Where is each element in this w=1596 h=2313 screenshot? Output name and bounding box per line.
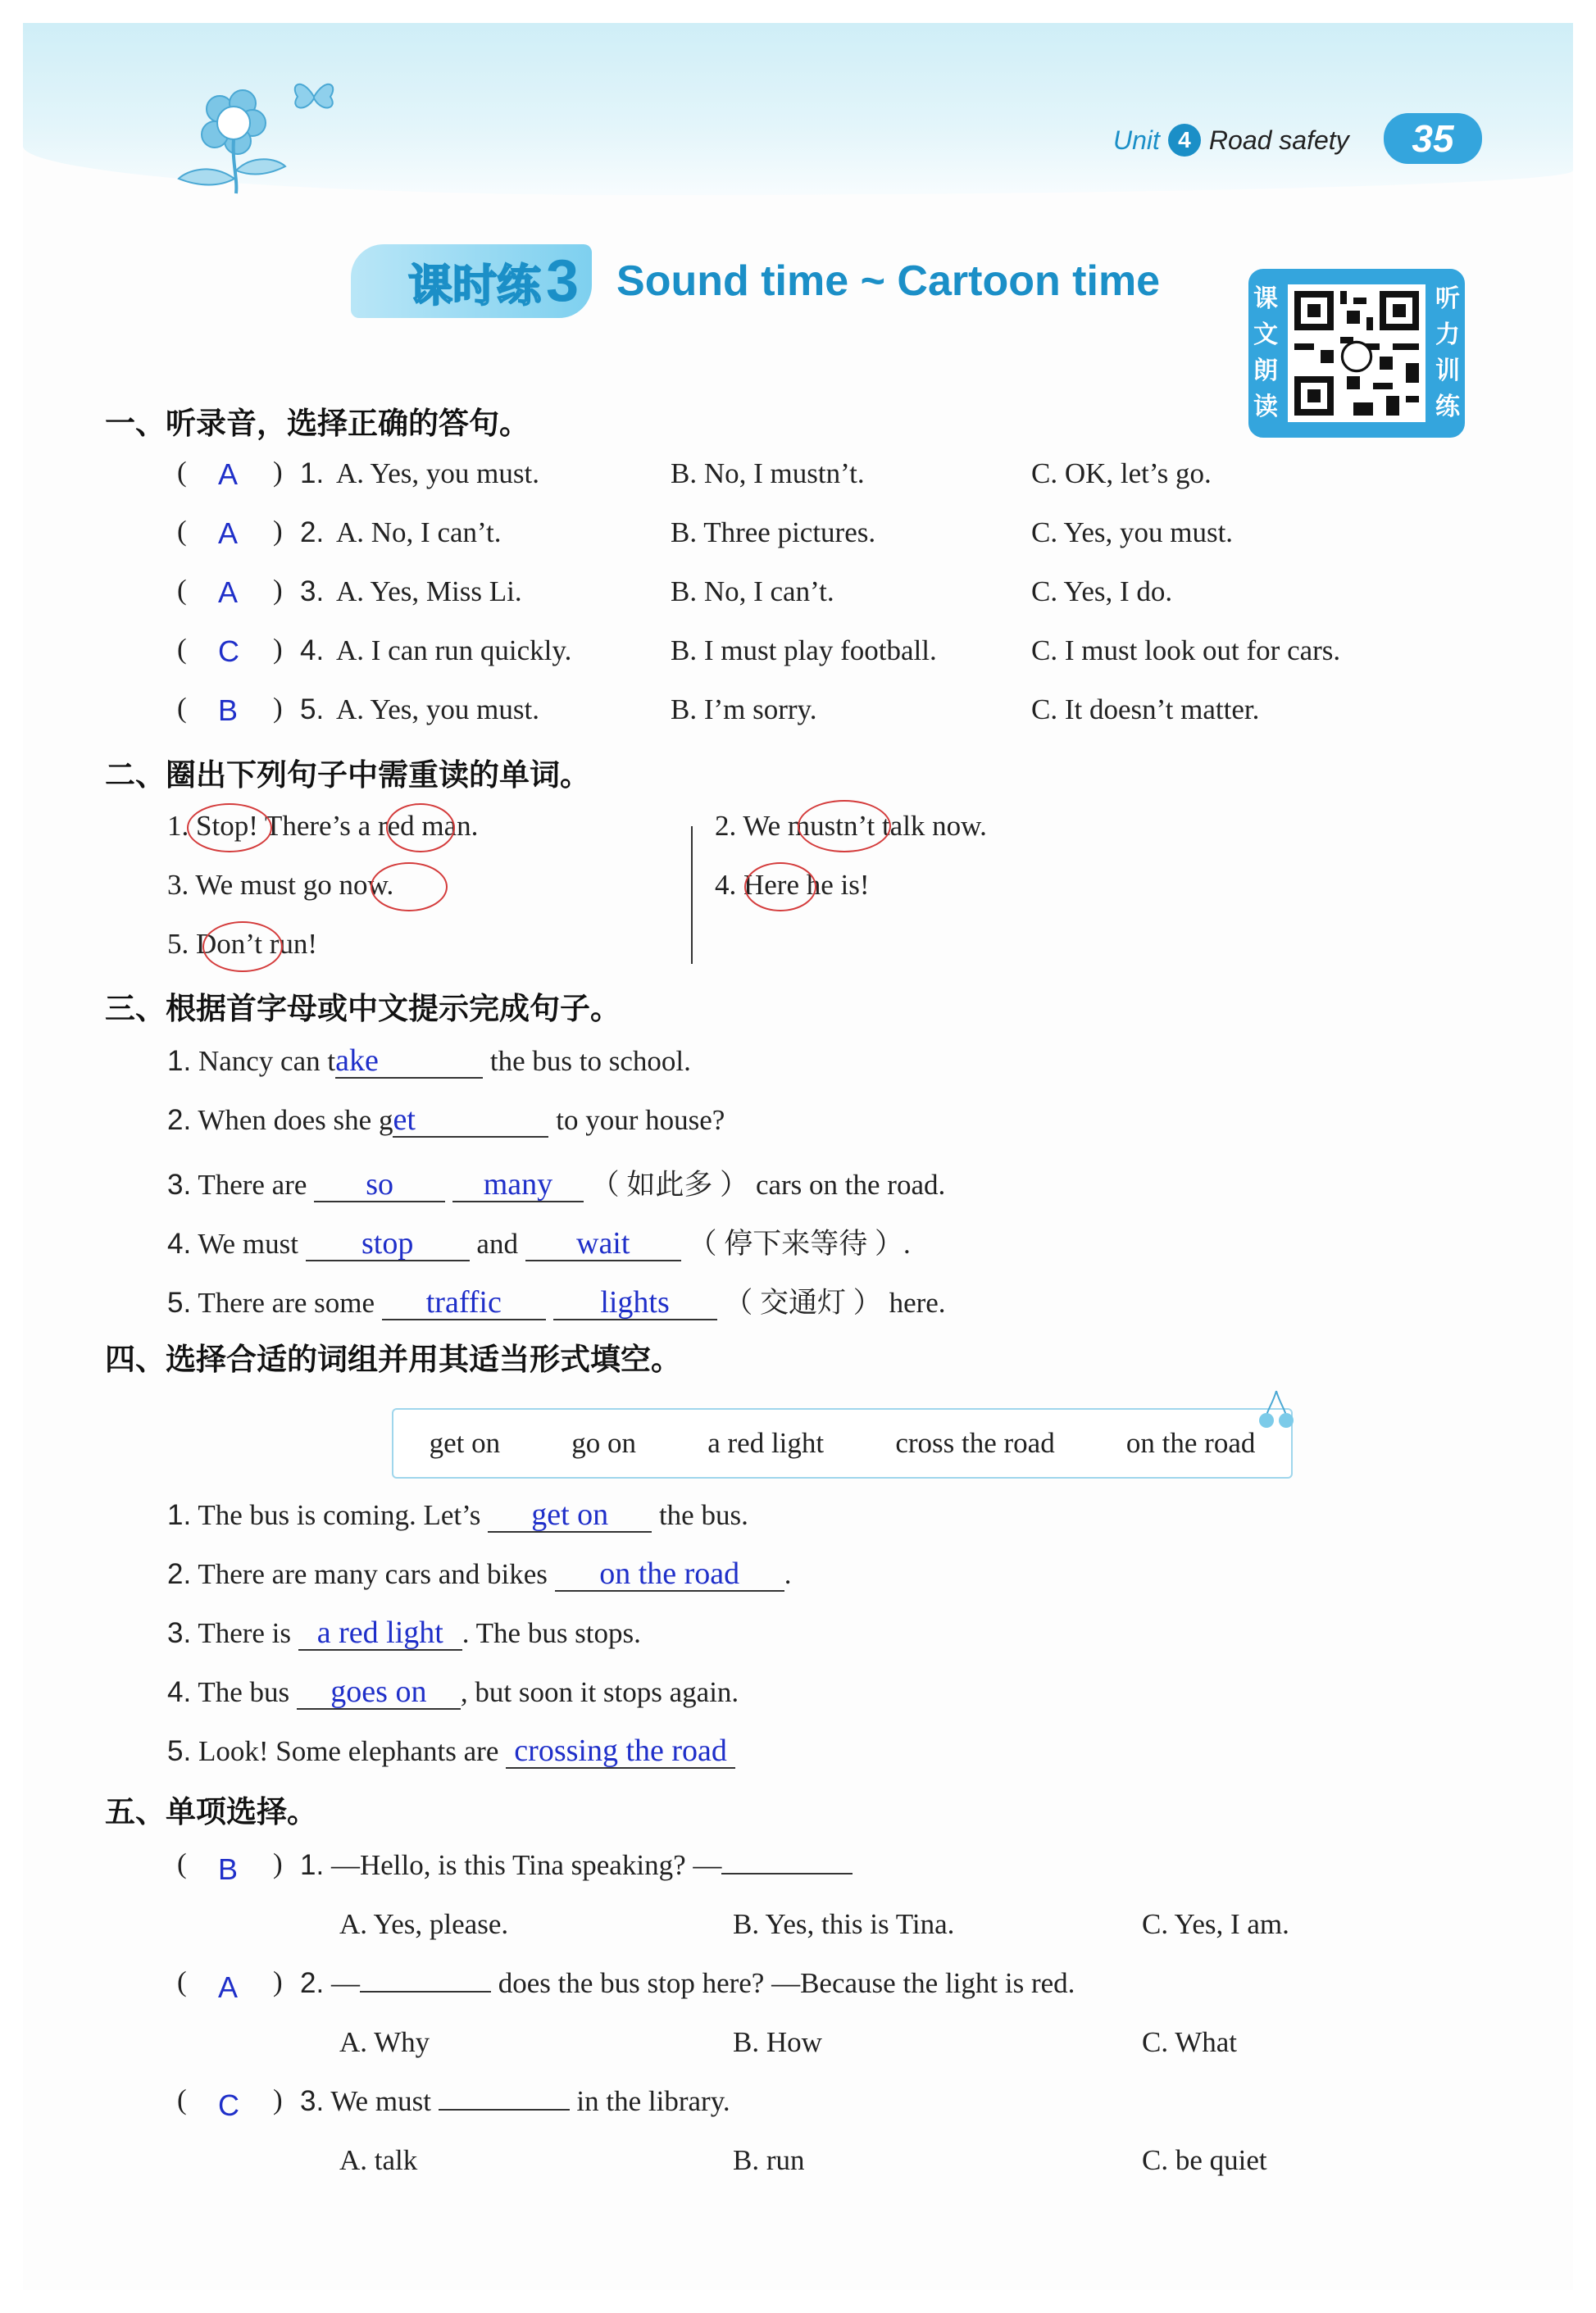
question-text: —Hello, is this Tina speaking? — bbox=[330, 1849, 722, 1881]
sentence-part: and bbox=[476, 1228, 518, 1260]
word-bank-item: a red light bbox=[707, 1427, 825, 1459]
question-text: in the library. bbox=[576, 2085, 730, 2117]
question-stem bbox=[300, 2085, 730, 2118]
option-c: C. Yes, I do. bbox=[1031, 575, 1173, 607]
unit-label: Unit bbox=[1113, 125, 1160, 155]
sentence-part: When does she g bbox=[198, 1104, 393, 1136]
item-number: 2. bbox=[300, 1967, 325, 1999]
option-b: B. How bbox=[733, 2026, 822, 2058]
item-number: 3. bbox=[300, 2085, 325, 2117]
answer-blank[interactable]: ake bbox=[335, 1044, 483, 1079]
section-2-title: 二、圈出下列句子中需重读的单词。 bbox=[105, 757, 590, 793]
hint: （ 如此多 ） bbox=[590, 1169, 749, 1201]
sentence-part: We must bbox=[198, 1228, 298, 1260]
answer-paren: ) bbox=[273, 692, 283, 724]
fill-sentence bbox=[167, 1616, 641, 1651]
fill-sentence bbox=[167, 1557, 791, 1592]
answer-letter: B bbox=[218, 693, 239, 727]
fill-sentence bbox=[167, 1675, 739, 1710]
answer-letter: A bbox=[218, 1970, 239, 2004]
answer-paren: ) bbox=[273, 1965, 283, 1997]
word-bank-item: go on bbox=[571, 1427, 637, 1459]
qr-right-char: 训 bbox=[1435, 357, 1460, 385]
option-a: A. Yes, Miss Li. bbox=[336, 575, 522, 607]
option-a: A. No, I can’t. bbox=[336, 516, 502, 548]
item-number: 1. bbox=[167, 1499, 192, 1531]
item-number: 3. bbox=[300, 575, 325, 607]
answer-blank[interactable]: lights bbox=[553, 1286, 717, 1320]
answer-letter: C bbox=[218, 634, 239, 668]
fill-sentence bbox=[167, 1103, 725, 1138]
option-b: B. No, I mustn’t. bbox=[671, 457, 865, 489]
stress-sentence: 5. Don’t run! bbox=[167, 928, 318, 960]
sentence-part: There are some bbox=[198, 1287, 375, 1319]
answer-paren: ) bbox=[273, 633, 283, 665]
stress-circle bbox=[386, 803, 455, 852]
lesson-header bbox=[351, 244, 1160, 318]
sentence-part: . bbox=[784, 1558, 792, 1590]
option-c: C. I must look out for cars. bbox=[1031, 634, 1341, 666]
item-number: 1. bbox=[167, 1045, 192, 1077]
answer-letter: A bbox=[218, 516, 239, 550]
answer-blank[interactable]: traffic bbox=[382, 1286, 546, 1320]
answer-blank[interactable]: stop bbox=[306, 1227, 470, 1261]
question-stem bbox=[300, 1849, 853, 1882]
fill-sentence bbox=[167, 1734, 735, 1769]
sentence-part: The bus bbox=[198, 1676, 290, 1708]
option-c: C. It doesn’t matter. bbox=[1031, 693, 1260, 725]
item-number: 2. bbox=[167, 1104, 192, 1136]
answer-letter: C bbox=[218, 2088, 239, 2122]
hint: （ 停下来等待 ）. bbox=[688, 1228, 911, 1260]
answer-paren: ( bbox=[177, 2084, 187, 2115]
item-number: 1. bbox=[300, 457, 325, 489]
qr-left-char: 课 bbox=[1253, 284, 1278, 313]
sentence-part: the bus to school. bbox=[489, 1045, 691, 1077]
answer-paren: ( bbox=[177, 692, 187, 724]
item-number: 4. bbox=[167, 1228, 192, 1260]
option-a: A. Why bbox=[339, 2026, 430, 2058]
option-a: A. Yes, you must. bbox=[336, 457, 539, 489]
section-4-title: 四、选择合适的词组并用其适当形式填空。 bbox=[105, 1342, 681, 1377]
item-number: 1. bbox=[300, 1849, 325, 1881]
stress-circle bbox=[371, 862, 448, 911]
stress-sentence: 1. Stop! There’s a red man. bbox=[167, 810, 479, 842]
answer-blank[interactable]: get on bbox=[488, 1498, 652, 1533]
section-5-title: 五、单项选择。 bbox=[105, 1794, 317, 1829]
sentence-part: the bus. bbox=[658, 1499, 748, 1531]
qr-right-char: 力 bbox=[1435, 320, 1460, 349]
fill-sentence bbox=[167, 1221, 911, 1262]
option-a: A. talk bbox=[339, 2144, 418, 2176]
item-number: 3. bbox=[167, 1169, 192, 1201]
answer-paren: ( bbox=[177, 456, 187, 488]
answer-paren: ( bbox=[177, 1847, 187, 1879]
answer-letter: A bbox=[218, 457, 239, 491]
qr-left-label bbox=[1251, 281, 1280, 425]
stress-circle bbox=[744, 862, 816, 911]
option-b: B. No, I can’t. bbox=[671, 575, 834, 607]
stress-sentence: 3. We must go now. bbox=[167, 869, 394, 901]
sentence-part: There are many cars and bikes bbox=[198, 1558, 548, 1590]
answer-paren: ) bbox=[273, 574, 283, 606]
workbook-page bbox=[23, 23, 1573, 2290]
fill-sentence bbox=[167, 1044, 691, 1079]
item-number: 4. bbox=[300, 634, 325, 666]
fill-sentence bbox=[167, 1498, 748, 1533]
answer-blank[interactable] bbox=[721, 1873, 853, 1874]
answer-paren: ( bbox=[177, 574, 187, 606]
cherry-icon bbox=[1257, 1388, 1296, 1430]
column-divider bbox=[691, 826, 693, 964]
answer-blank[interactable]: many bbox=[452, 1168, 584, 1202]
answer-blank[interactable] bbox=[439, 2109, 570, 2111]
question-stem bbox=[300, 1967, 1075, 2000]
unit-title: Road safety bbox=[1208, 125, 1349, 155]
word-bank bbox=[392, 1408, 1293, 1479]
fill-sentence bbox=[167, 1280, 946, 1321]
qr-right-char: 听 bbox=[1435, 284, 1460, 313]
option-c: C. Yes, you must. bbox=[1031, 516, 1234, 548]
option-c: C. What bbox=[1142, 2026, 1238, 2058]
answer-paren: ( bbox=[177, 633, 187, 665]
option-c: C. Yes, I am. bbox=[1142, 1908, 1289, 1940]
qr-left-char: 朗 bbox=[1253, 357, 1278, 385]
sentence-part: There is bbox=[198, 1617, 292, 1649]
lesson-number: 3 bbox=[546, 248, 580, 314]
item-number: 2. bbox=[167, 1558, 192, 1590]
answer-letter: A bbox=[218, 575, 239, 609]
fill-sentence bbox=[167, 1162, 945, 1203]
sentence-part: here. bbox=[889, 1287, 946, 1319]
sentence-part: Look! Some elephants are bbox=[198, 1735, 499, 1767]
word-bank-item: get on bbox=[429, 1427, 501, 1459]
qr-right-label bbox=[1433, 281, 1462, 425]
sentence-part: There are bbox=[198, 1169, 307, 1201]
answer-blank[interactable]: et bbox=[393, 1103, 548, 1138]
lesson-tag-text: 课时练 bbox=[408, 261, 541, 311]
option-b: B. I must play football. bbox=[671, 634, 937, 666]
option-c: C. be quiet bbox=[1142, 2144, 1267, 2176]
stress-circle bbox=[202, 921, 283, 972]
answer-blank[interactable]: crossing the road bbox=[506, 1734, 735, 1769]
qr-code-icon[interactable] bbox=[1288, 284, 1425, 422]
option-b: B. run bbox=[733, 2144, 805, 2176]
lesson-title: Sound time ~ Cartoon time bbox=[616, 257, 1161, 305]
answer-paren: ( bbox=[177, 515, 187, 547]
answer-blank[interactable]: a red light bbox=[298, 1616, 462, 1651]
sentence-part: The bus is coming. Let’s bbox=[198, 1499, 481, 1531]
item-number: 5. bbox=[167, 1735, 192, 1767]
unit-header bbox=[1113, 120, 1349, 161]
answer-blank[interactable]: on the road bbox=[555, 1557, 784, 1592]
option-a: A. I can run quickly. bbox=[336, 634, 572, 666]
option-c: C. OK, let’s go. bbox=[1031, 457, 1212, 489]
answer-paren: ) bbox=[273, 1847, 283, 1879]
sentence-part: Nancy can t bbox=[198, 1045, 336, 1077]
item-number: 5. bbox=[300, 693, 325, 725]
option-b: B. I’m sorry. bbox=[671, 693, 817, 725]
stress-sentence: 2. We mustn’t talk now. bbox=[715, 810, 987, 842]
section-3-title: 三、根据首字母或中文提示完成句子。 bbox=[105, 991, 621, 1026]
answer-paren: ( bbox=[177, 1965, 187, 1997]
stress-circle bbox=[798, 800, 891, 852]
lesson-tag bbox=[351, 244, 592, 318]
qr-right-char: 练 bbox=[1435, 393, 1460, 421]
answer-blank[interactable] bbox=[360, 1991, 491, 1993]
answer-blank[interactable]: wait bbox=[525, 1227, 681, 1261]
item-number: 5. bbox=[167, 1287, 192, 1319]
word-bank-item: cross the road bbox=[895, 1427, 1055, 1459]
section-1-title: 一、听录音，选择正确的答句。 bbox=[105, 406, 530, 441]
stress-circle bbox=[187, 803, 272, 852]
option-a: A. Yes, please. bbox=[339, 1908, 509, 1940]
answer-paren: ) bbox=[273, 515, 283, 547]
item-number: 2. bbox=[300, 516, 325, 548]
question-text: We must bbox=[330, 2085, 431, 2117]
qr-code-panel[interactable] bbox=[1248, 269, 1465, 438]
answer-paren: ) bbox=[273, 2084, 283, 2115]
stress-sentence: 4. Here he is! bbox=[715, 869, 870, 901]
word-bank-item: on the road bbox=[1125, 1427, 1256, 1459]
sentence-part: , but soon it stops again. bbox=[460, 1676, 739, 1708]
option-a: A. Yes, you must. bbox=[336, 693, 539, 725]
unit-number: 4 bbox=[1168, 124, 1201, 157]
answer-letter: B bbox=[218, 1852, 239, 1886]
answer-paren: ) bbox=[273, 456, 283, 488]
sentence-part: cars on the road. bbox=[755, 1169, 946, 1201]
sentence-part: to your house? bbox=[556, 1104, 725, 1136]
item-number: 3. bbox=[167, 1617, 192, 1649]
item-number: 4. bbox=[167, 1676, 192, 1708]
answer-blank[interactable]: goes on bbox=[297, 1675, 461, 1710]
question-text: — bbox=[330, 1967, 360, 1999]
sentence-part: . The bus stops. bbox=[462, 1617, 641, 1649]
option-b: B. Yes, this is Tina. bbox=[733, 1908, 955, 1940]
page-number: 35 bbox=[1384, 113, 1482, 164]
hint: （ 交通灯 ） bbox=[724, 1287, 882, 1319]
qr-left-char: 读 bbox=[1253, 393, 1278, 421]
question-text: does the bus stop here? —Because the light is red. bbox=[498, 1967, 1075, 1999]
option-b: B. Three pictures. bbox=[671, 516, 876, 548]
butterfly-icon bbox=[285, 72, 343, 121]
qr-left-char: 文 bbox=[1253, 320, 1278, 349]
answer-blank[interactable]: so bbox=[314, 1168, 445, 1202]
